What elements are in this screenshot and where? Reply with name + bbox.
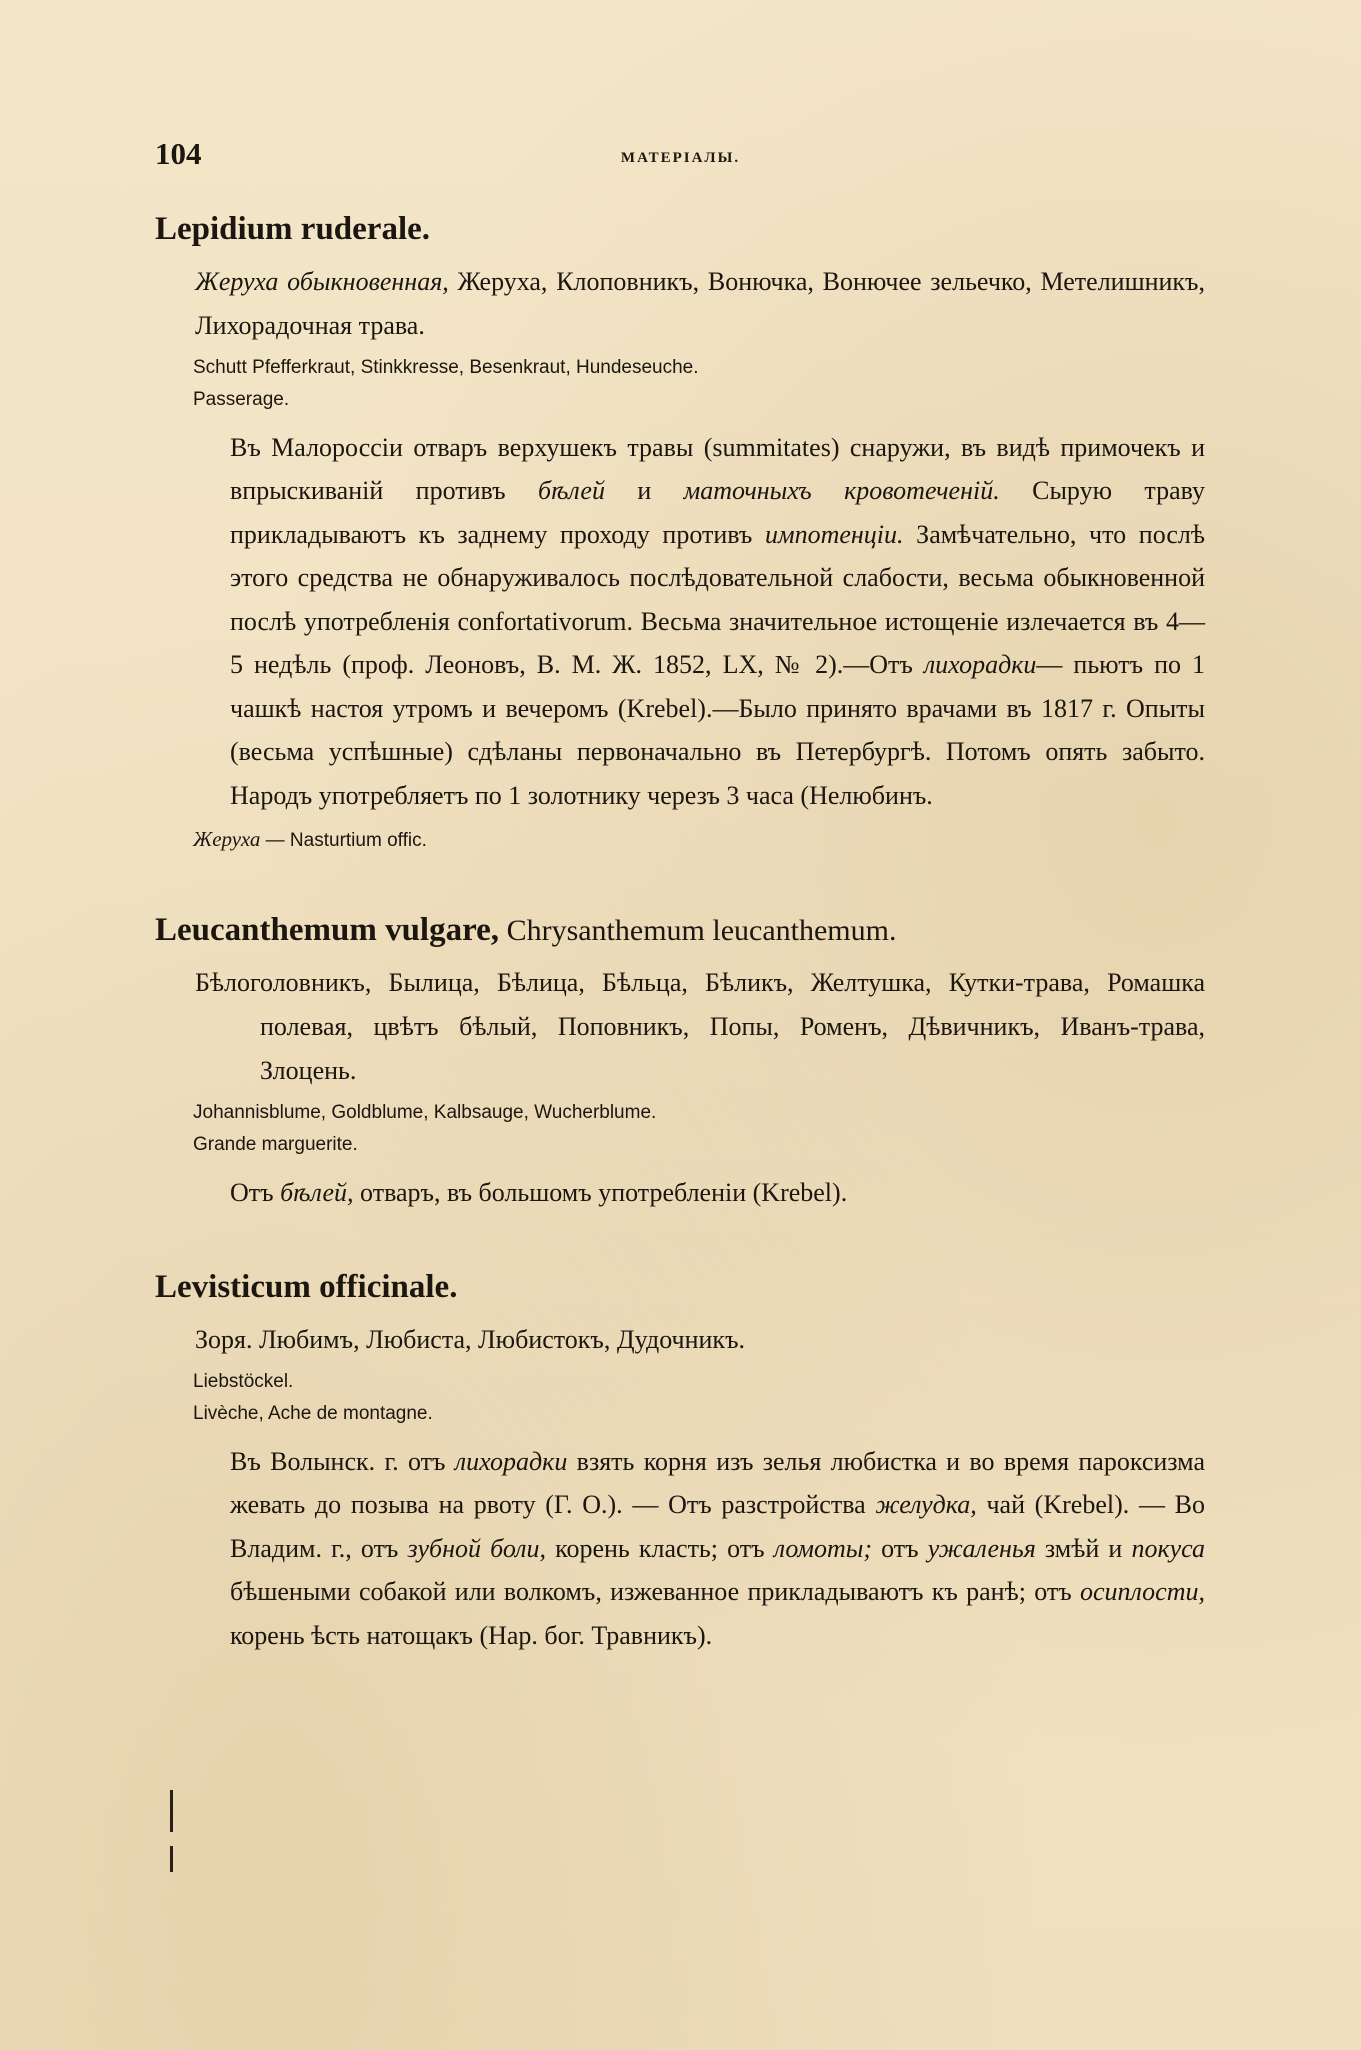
russian-names xyxy=(195,1318,1205,1362)
russian-names xyxy=(195,260,1205,348)
ailment-italic: лихорадки xyxy=(454,1446,568,1476)
plant-entry xyxy=(155,1268,1205,1657)
usage-segment: Замѣчательно, что послѣ этого средства не обнаруживалось послѣдовательной слабости, весьма обыкновенной послѣ употребленія confortativorum. Весьма значительное истощеніе излечается въ 4—5 недѣль (проф. Леоновъ, В. М. Ж. 1852, LX, № 2).—Отъ xyxy=(230,519,1205,680)
page-number: 104 xyxy=(155,136,202,171)
german-names: Liebstöckel. xyxy=(193,1370,294,1392)
usage-text xyxy=(230,426,1205,818)
usage-segment: отваръ, въ большомъ употребленіи (Krebel). xyxy=(353,1177,848,1207)
plant-entry xyxy=(155,210,1205,857)
usage-text xyxy=(230,1171,1205,1215)
russian-names-text: Зоря. Любимъ, Любиста, Любистокъ, Дудочникъ. xyxy=(195,1324,746,1354)
usage-segment: чай (Krebel). — Во Владим. г., отъ xyxy=(230,1490,1205,1563)
page-content xyxy=(155,210,1205,1711)
usage-segment: и xyxy=(604,476,684,506)
note-italic: Жеруха xyxy=(193,827,261,852)
french-names: Livèche, Ache de montagne. xyxy=(193,1402,433,1424)
plant-entry xyxy=(155,911,1205,1214)
page-header xyxy=(155,136,1206,176)
usage-segment: — пьютъ по 1 чашкѣ настоя утромъ и вечеромъ (Krebel).—Было принято врачами въ 1817 г. Опыты (весьма успѣшные) сдѣланы первоначально въ Петербургѣ. Потомъ опять забыто. Народъ употребляетъ по 1 золотнику черезъ 3 часа (Нелюбинъ. xyxy=(230,650,1206,810)
margin-mark-upper xyxy=(170,1790,173,1832)
usage-segment: бѣшеными собакой или волкомъ, изжеванное прикладываютъ къ ранѣ; отъ xyxy=(230,1577,1080,1607)
latin-name xyxy=(155,210,1205,250)
latin-synonym: Chrysanthemum leucanthemum. xyxy=(499,914,897,948)
ailment-italic: маточныхъ кровотеченій. xyxy=(683,476,1000,506)
latin-name-text: Leucanthemum vulgare, xyxy=(155,912,500,949)
ailment-italic: ломоты; xyxy=(773,1533,873,1563)
usage-segment: Сырую траву прикладываютъ къ заднему проходу противъ xyxy=(230,476,1206,549)
ailment-italic: желудка, xyxy=(875,1490,977,1520)
ailment-italic: импотенціи. xyxy=(764,519,904,549)
cross-reference-note xyxy=(193,823,1205,857)
usage-segment: Въ Волынск. г. отъ xyxy=(230,1446,455,1476)
russian-names xyxy=(195,961,1205,1093)
ailment-italic: покуса xyxy=(1131,1533,1206,1563)
french-names: Passerage. xyxy=(193,388,290,410)
note-text: — Nasturtium offic. xyxy=(260,830,427,852)
usage-segment: взять корня изъ зелья любистка и во время пароксизма жевать до позыва на рвоту (Г. О.). — Отъ разстройства xyxy=(230,1446,1205,1520)
usage-segment: корень класть; отъ xyxy=(546,1533,774,1563)
usage-segment: Отъ xyxy=(230,1177,281,1207)
ailment-italic: ужаленья xyxy=(927,1533,1036,1563)
ailment-italic: бѣлей xyxy=(538,476,605,506)
ailment-italic: зубной боли, xyxy=(407,1533,547,1563)
usage-segment: Въ Малороссіи отваръ верхушекъ травы (summitates) снаружи, въ видѣ примочекъ и впрыскиваній противъ xyxy=(230,432,1205,506)
ailment-italic: бѣлей, xyxy=(280,1177,354,1207)
latin-name xyxy=(155,1268,1205,1308)
latin-name xyxy=(155,911,1205,951)
running-head: МАТЕРІАЛЫ. xyxy=(620,150,741,166)
french-names: Grande marguerite. xyxy=(193,1133,358,1155)
latin-name-text: Lepidium ruderale. xyxy=(155,211,431,247)
usage-text xyxy=(230,1440,1205,1658)
german-names: Schutt Pfefferkraut, Stinkkresse, Besenkraut, Hundeseuche. xyxy=(193,356,699,378)
russian-names-text: Жеруха, Клоповникъ, Вонючка, Вонючее зельечко, Метелишникъ, Лихорадочная трава. xyxy=(195,266,1206,340)
usage-segment: корень ѣсть натощакъ (Нар. бог. Травникъ). xyxy=(230,1620,713,1650)
margin-mark-lower xyxy=(170,1846,173,1872)
usage-segment: змѣй и xyxy=(1035,1533,1132,1563)
russian-name-italic: Жеруха обыкновенная, xyxy=(195,266,449,296)
latin-name-text: Levisticum officinale. xyxy=(155,1269,458,1306)
usage-segment: отъ xyxy=(872,1533,928,1563)
ailment-italic: лихорадки xyxy=(923,650,1037,680)
german-names: Johannisblume, Goldblume, Kalbsauge, Wucherblume. xyxy=(193,1101,657,1123)
ailment-italic: осиплости, xyxy=(1079,1577,1205,1607)
russian-names-text: Бѣлоголовникъ, Былица, Бѣлица, Бѣльца, Бѣликъ, Желтушка, Кутки-трава, Ромашка полевая, цвѣтъ бѣлый, Поповникъ, Попы, Роменъ, Дѣвичникъ, Иванъ-трава, Злоцень. xyxy=(195,967,1205,1085)
